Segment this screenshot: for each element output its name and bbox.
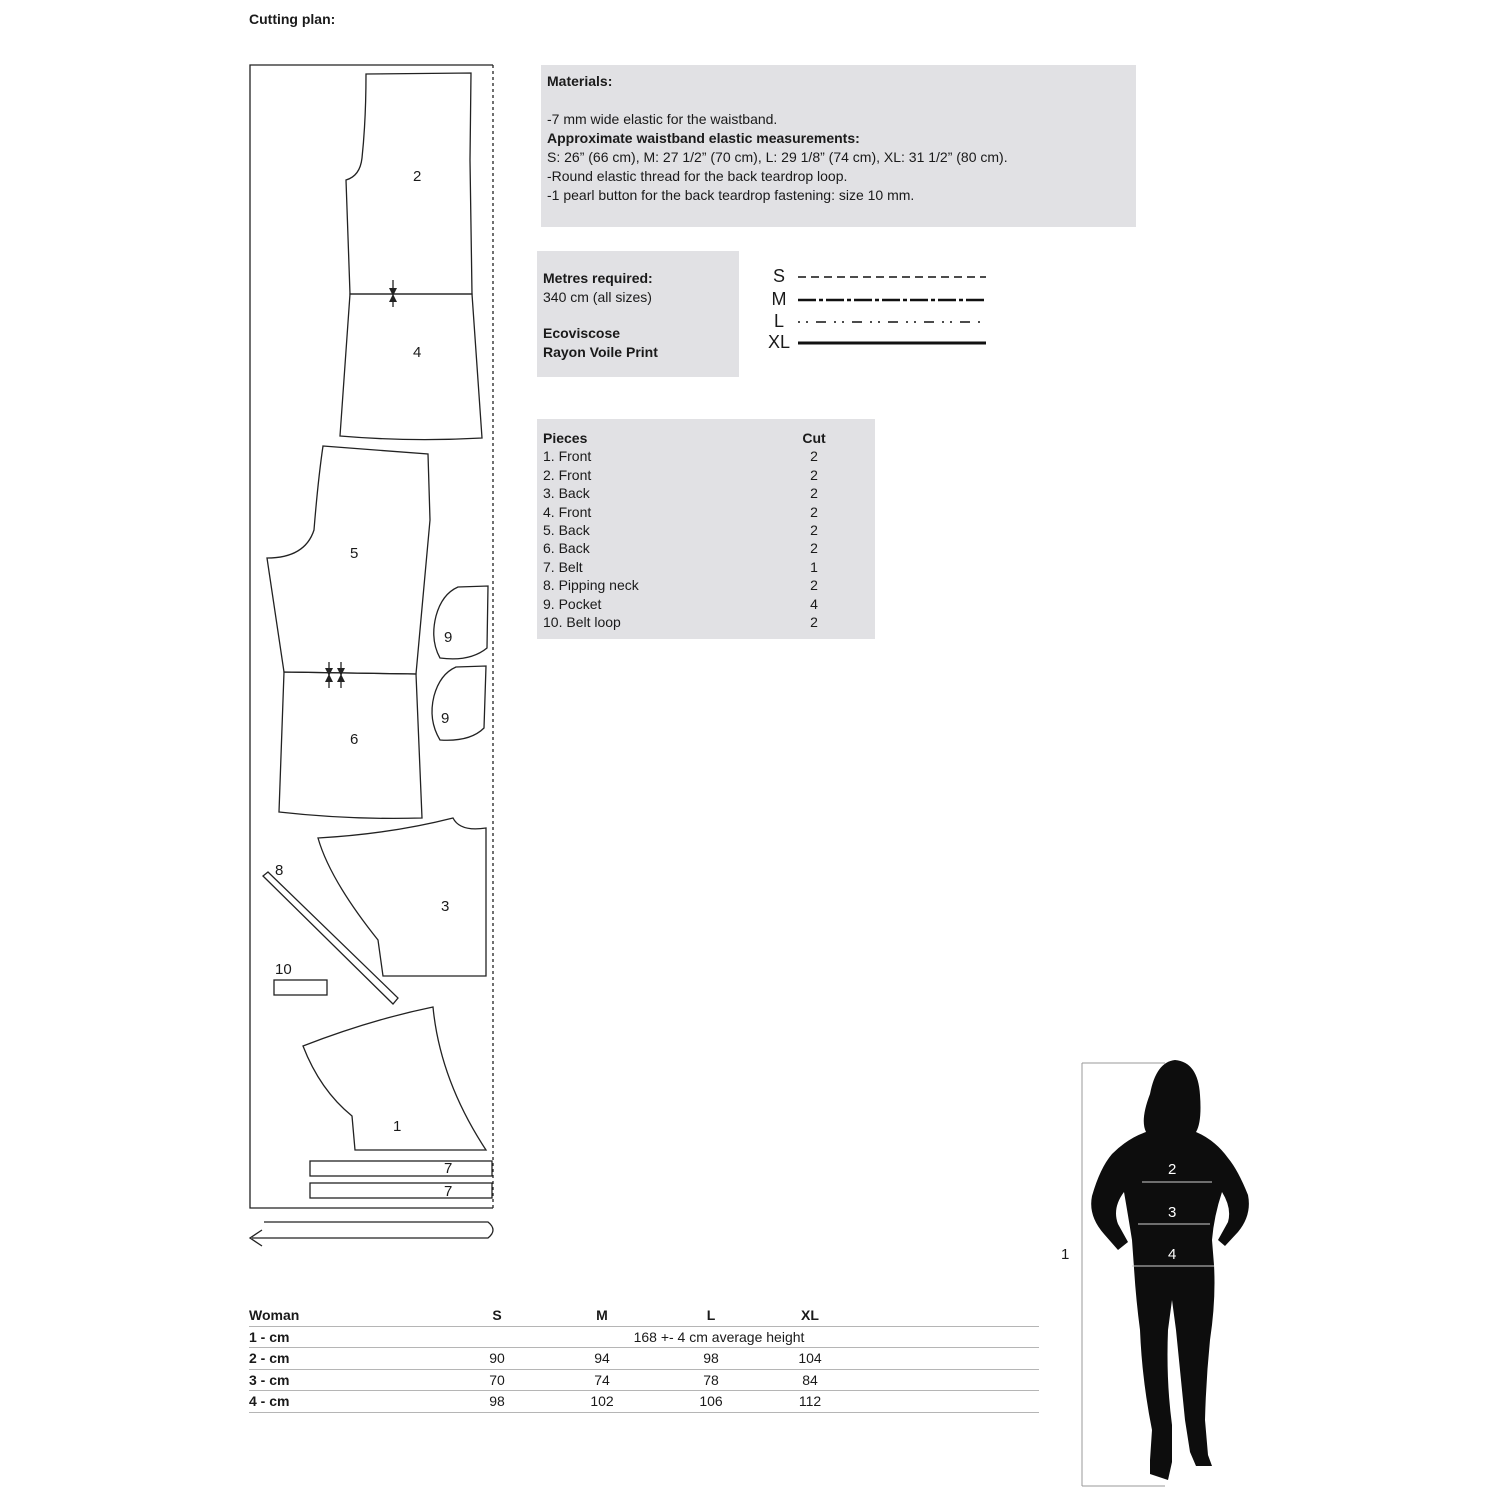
legend-label: M <box>771 289 787 309</box>
piece-label: 1 <box>393 1118 402 1135</box>
piece-label: 7 <box>444 1160 453 1177</box>
list-item <box>543 595 869 613</box>
solid-line-icon <box>798 338 988 348</box>
piece-5 <box>267 446 430 674</box>
body-silhouette-figure <box>1060 1055 1260 1495</box>
cell: 74 <box>594 1371 610 1388</box>
piece-cut: 2 <box>810 466 818 483</box>
header-cell: Woman <box>249 1307 300 1323</box>
pieces-header-cut: Cut <box>802 430 826 446</box>
height-note: 168 +- 4 cm average height <box>633 1328 805 1345</box>
bust-label: 2 <box>1168 1161 1177 1178</box>
piece-name: 9. Pocket <box>543 595 602 612</box>
row-label: 3 - cm <box>249 1371 290 1388</box>
materials-heading: Materials: <box>547 73 613 89</box>
piece-label: 4 <box>413 344 422 361</box>
list-item <box>543 447 869 465</box>
metres-heading: Metres required: <box>543 270 653 286</box>
table-row <box>249 1348 1039 1370</box>
materials-line: -1 pearl button for the back teardrop fastening: size 10 mm. <box>547 187 915 203</box>
piece-7a <box>310 1161 492 1176</box>
pieces-header-name: Pieces <box>543 430 588 446</box>
piece-cut: 2 <box>810 485 818 502</box>
legend-row-xl <box>764 332 994 354</box>
height-label: 1 <box>1061 1246 1070 1263</box>
list-item <box>543 466 869 484</box>
legend-label: S <box>772 266 785 286</box>
legend-label: L <box>773 311 784 331</box>
piece-cut: 2 <box>810 577 818 594</box>
piece-label: 9 <box>444 629 453 646</box>
list-item <box>543 521 869 539</box>
piece-name: 1. Front <box>543 448 592 465</box>
piece-label: 7 <box>444 1183 453 1200</box>
piece-10 <box>274 980 327 995</box>
row-label: 2 - cm <box>249 1350 290 1366</box>
table-header <box>249 1305 1039 1327</box>
list-item <box>543 539 869 557</box>
piece-label: 6 <box>350 731 359 748</box>
cell: 84 <box>802 1371 818 1388</box>
materials-line: -Round elastic thread for the back teardrop loop. <box>547 168 848 184</box>
cell: 70 <box>489 1371 505 1388</box>
piece-4 <box>340 294 482 440</box>
piece-cut: 2 <box>810 613 818 630</box>
piece-label: 5 <box>350 545 359 562</box>
piece-name: 2. Front <box>543 466 592 483</box>
fabric-panel <box>537 251 739 377</box>
legend-label: XL <box>767 332 791 352</box>
table-row <box>249 1327 1039 1349</box>
piece-cut: 2 <box>810 503 818 520</box>
piece-label: 9 <box>441 710 450 727</box>
cell: 112 <box>798 1393 822 1409</box>
legend-row-s <box>764 266 994 288</box>
header-cell: S <box>492 1307 502 1323</box>
cell: 106 <box>699 1393 723 1409</box>
piece-label: 10 <box>275 961 292 978</box>
cell: 78 <box>703 1371 719 1388</box>
header-cell: M <box>596 1307 608 1323</box>
list-item <box>543 576 869 594</box>
piece-2 <box>346 73 472 294</box>
waist-label: 3 <box>1168 1204 1177 1221</box>
legend-row-m <box>764 289 994 311</box>
dashed-line-icon <box>798 272 988 282</box>
hip-label: 4 <box>1168 1246 1177 1263</box>
cell: 98 <box>489 1393 505 1409</box>
piece-label: 2 <box>413 168 422 185</box>
materials-line: S: 26” (66 cm), M: 27 1/2” (70 cm), L: 29 1/8” (74 cm), XL: 31 1/2” (80 cm). <box>547 149 1008 165</box>
dotted-dash-line-icon <box>798 317 988 327</box>
piece-label: 8 <box>275 862 284 879</box>
piece-name: 4. Front <box>543 503 592 520</box>
row-label: 1 - cm <box>249 1328 290 1345</box>
pieces-header <box>543 429 869 447</box>
dash-dot-line-icon <box>798 295 988 305</box>
piece-7b <box>310 1183 492 1198</box>
cell: 90 <box>489 1350 505 1366</box>
piece-cut: 2 <box>810 540 818 557</box>
piece-name: 10. Belt loop <box>543 613 621 630</box>
header-cell: L <box>706 1307 716 1323</box>
piece-cut: 2 <box>810 521 818 538</box>
fabric-name: Ecoviscose <box>543 325 621 341</box>
legend-row-l <box>764 311 994 333</box>
piece-9a <box>434 586 488 659</box>
fabric-name: Rayon Voile Print <box>543 344 658 360</box>
row-label: 4 - cm <box>249 1393 290 1409</box>
piece-cut: 1 <box>810 558 818 575</box>
piece-name: 5. Back <box>543 521 590 538</box>
cell: 94 <box>594 1350 610 1366</box>
piece-3 <box>318 818 486 976</box>
materials-line: -7 mm wide elastic for the waistband. <box>547 111 778 127</box>
table-row <box>249 1370 1039 1392</box>
cell: 104 <box>798 1350 822 1366</box>
cell: 98 <box>703 1350 719 1366</box>
piece-8 <box>263 872 398 1004</box>
piece-name: 7. Belt <box>543 558 583 575</box>
piece-name: 6. Back <box>543 540 590 557</box>
piece-9b <box>432 666 486 740</box>
cell: 102 <box>590 1393 614 1409</box>
metres-value: 340 cm (all sizes) <box>543 289 652 305</box>
piece-cut: 4 <box>810 595 818 612</box>
materials-panel <box>541 65 1136 227</box>
list-item <box>543 613 869 631</box>
piece-label: 3 <box>441 898 450 915</box>
header-cell: XL <box>801 1307 819 1323</box>
table-row <box>249 1391 1039 1413</box>
materials-line: Approximate waistband elastic measurements: <box>547 130 860 146</box>
cutting-layout-diagram <box>240 55 510 1255</box>
piece-name: 3. Back <box>543 485 590 502</box>
piece-name: 8. Pipping neck <box>543 577 639 594</box>
piece-cut: 2 <box>810 448 818 465</box>
list-item <box>543 558 869 576</box>
pieces-panel <box>537 419 875 639</box>
woman-silhouette-icon <box>1091 1060 1249 1480</box>
list-item <box>543 484 869 502</box>
measurement-table <box>249 1305 1039 1413</box>
list-item <box>543 503 869 521</box>
size-line-legend <box>764 266 994 356</box>
page-title: Cutting plan: <box>249 11 336 27</box>
